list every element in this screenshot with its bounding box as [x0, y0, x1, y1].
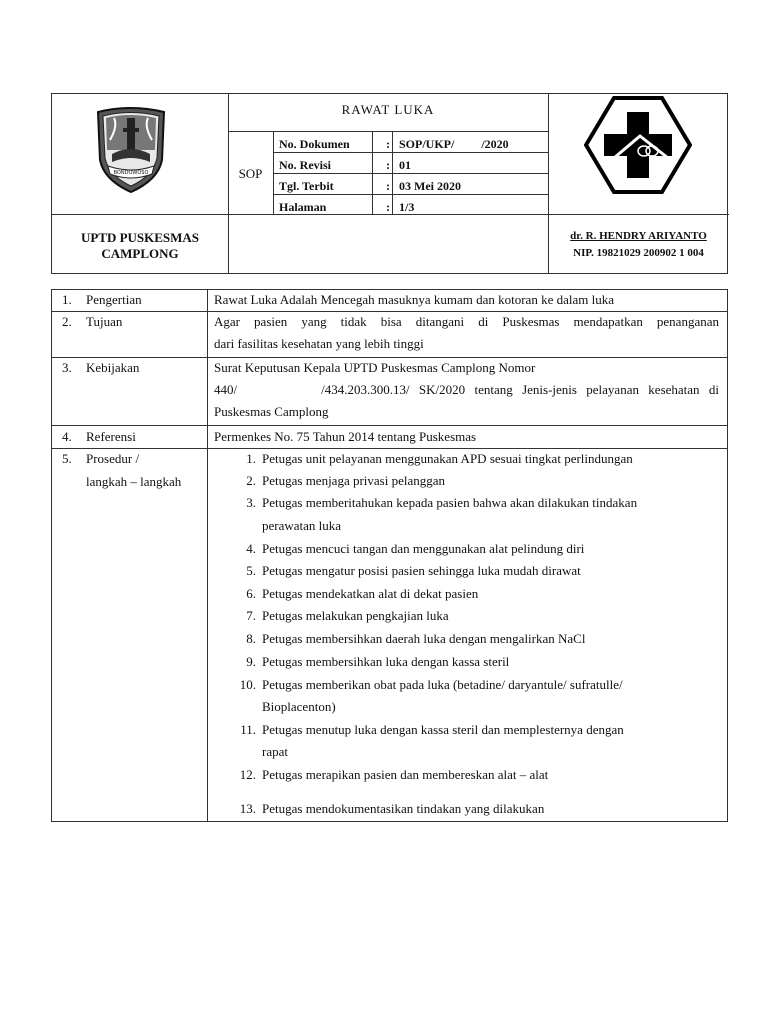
step-text: Petugas memberitahukan kepada pasien bahwa akan dilakukan tindakan: [262, 495, 638, 510]
step-text: rapat: [262, 744, 288, 759]
head-nip: NIP. 19821029 200902 1 004: [573, 247, 704, 259]
org-line: UPTD PUSKESMAS: [80, 230, 200, 245]
row-label-reference: [62, 426, 136, 448]
text-line: dari fasilitas kesehatan yang lebih tinggi: [214, 336, 424, 351]
step-number: 5.: [246, 563, 256, 578]
step-text: Petugas merapikan pasien dan membereskan alat – alat: [262, 767, 549, 782]
step-text: Petugas menutup luka dengan kassa steril dan memplesternya dengan: [262, 722, 624, 737]
row-label-procedure: [62, 448, 181, 493]
meta-colon: :: [386, 200, 390, 214]
row-number: 1.: [62, 292, 72, 307]
step-number: 2.: [246, 473, 256, 488]
step-text: Bioplacenton): [262, 699, 336, 714]
row-text-policy: [214, 357, 719, 423]
step-text: Petugas mengatur posisi pasien sehingga luka mudah dirawat: [262, 563, 581, 578]
text-line: 440/ /434.203.300.13/ SK/2020 tentang Jenis-jenis pelayanan kesehatan di: [214, 382, 719, 397]
row-label-purpose: [62, 311, 122, 333]
meta-key: No. Dokumen: [279, 137, 350, 151]
document-title: RAWAT LUKA: [341, 102, 435, 117]
row-label-text: langkah – langkah: [86, 474, 182, 489]
step-text: Petugas memberikan obat pada luka (betadine/ daryantule/ sufratulle/: [262, 677, 623, 692]
step-number: 1.: [246, 451, 256, 466]
meta-value: 03 Mei 2020: [399, 179, 461, 193]
step-text: Petugas unit pelayanan menggunakan APD sesuai tingkat perlindungan: [262, 451, 633, 466]
row-label-text: Tujuan: [86, 314, 123, 329]
meta-colon: :: [386, 137, 390, 151]
svg-text:BONDOWOSO: BONDOWOSO: [113, 170, 149, 176]
step-text: Petugas membersihkan daerah luka dengan mengalirkan NaCl: [262, 631, 586, 646]
row-number: 5.: [62, 451, 72, 466]
meta-value: 1/3: [399, 200, 415, 214]
step-number: 10.: [239, 677, 256, 692]
meta-key: Halaman: [279, 200, 327, 214]
step-text: Petugas menjaga privasi pelanggan: [262, 473, 446, 488]
step-text: perawatan luka: [262, 518, 342, 533]
puskesmas-logo-icon: [584, 96, 692, 194]
meta-key: Tgl. Terbit: [279, 179, 334, 193]
row-text-definition: Rawat Luka Adalah Mencegah masuknya kumam dan kotoran ke dalam luka: [214, 292, 614, 307]
text-line: Agar pasien yang tidak bisa ditangani di Puskesmas mendapatkan penanganan: [214, 314, 719, 329]
step-number: 9.: [246, 654, 256, 669]
sop-label: SOP: [238, 166, 263, 181]
meta-key: No. Revisi: [279, 158, 331, 172]
sop-header: [51, 93, 728, 274]
row-text-purpose: [214, 311, 719, 355]
step-number: 13.: [239, 801, 256, 816]
step-number: 12.: [239, 767, 256, 782]
row-label-definition: [62, 289, 142, 311]
row-label-policy: [62, 357, 139, 379]
org-line: CAMPLONG: [101, 246, 179, 261]
row-number: 3.: [62, 360, 72, 375]
row-number: 4.: [62, 429, 72, 444]
row-label-text: Referensi: [86, 429, 136, 444]
step-text: Petugas mencuci tangan dan menggunakan alat pelindung diri: [262, 541, 585, 556]
step-number: 7.: [246, 608, 256, 623]
organization-name: [52, 230, 228, 262]
meta-colon: :: [386, 158, 390, 172]
meta-value: SOP/UKP/ /2020: [399, 137, 509, 151]
row-label-text: Prosedur /: [86, 451, 140, 466]
meta-colon: :: [386, 179, 390, 193]
row-text-reference: Permenkes No. 75 Tahun 2014 tentang Puskesmas: [214, 429, 477, 444]
row-label-text: Pengertian: [86, 292, 142, 307]
head-name: dr. R. HENDRY ARIYANTO: [570, 230, 707, 242]
text-line: Puskesmas Camplong: [214, 404, 329, 419]
step-text: Petugas mendokumentasikan tindakan yang dilakukan: [262, 801, 545, 816]
step-text: Petugas melakukan pengkajian luka: [262, 608, 449, 623]
step-number: 6.: [246, 586, 256, 601]
step-text: Petugas membersihkan luka dengan kassa steril: [262, 654, 510, 669]
row-label-text: Kebijakan: [86, 360, 140, 375]
step-number: 3.: [246, 495, 256, 510]
step-number: 11.: [240, 722, 256, 737]
meta-value: 01: [399, 158, 411, 172]
sop-content-table: [51, 289, 728, 822]
head-signatory: [548, 228, 729, 262]
step-number: 4.: [246, 541, 256, 556]
row-number: 2.: [62, 314, 72, 329]
step-text: Petugas mendekatkan alat di dekat pasien: [262, 586, 479, 601]
text-line: Surat Keputusan Kepala UPTD Puskesmas Camplong Nomor: [214, 360, 536, 375]
coat-of-arms-icon: [92, 104, 170, 196]
step-number: 8.: [246, 631, 256, 646]
